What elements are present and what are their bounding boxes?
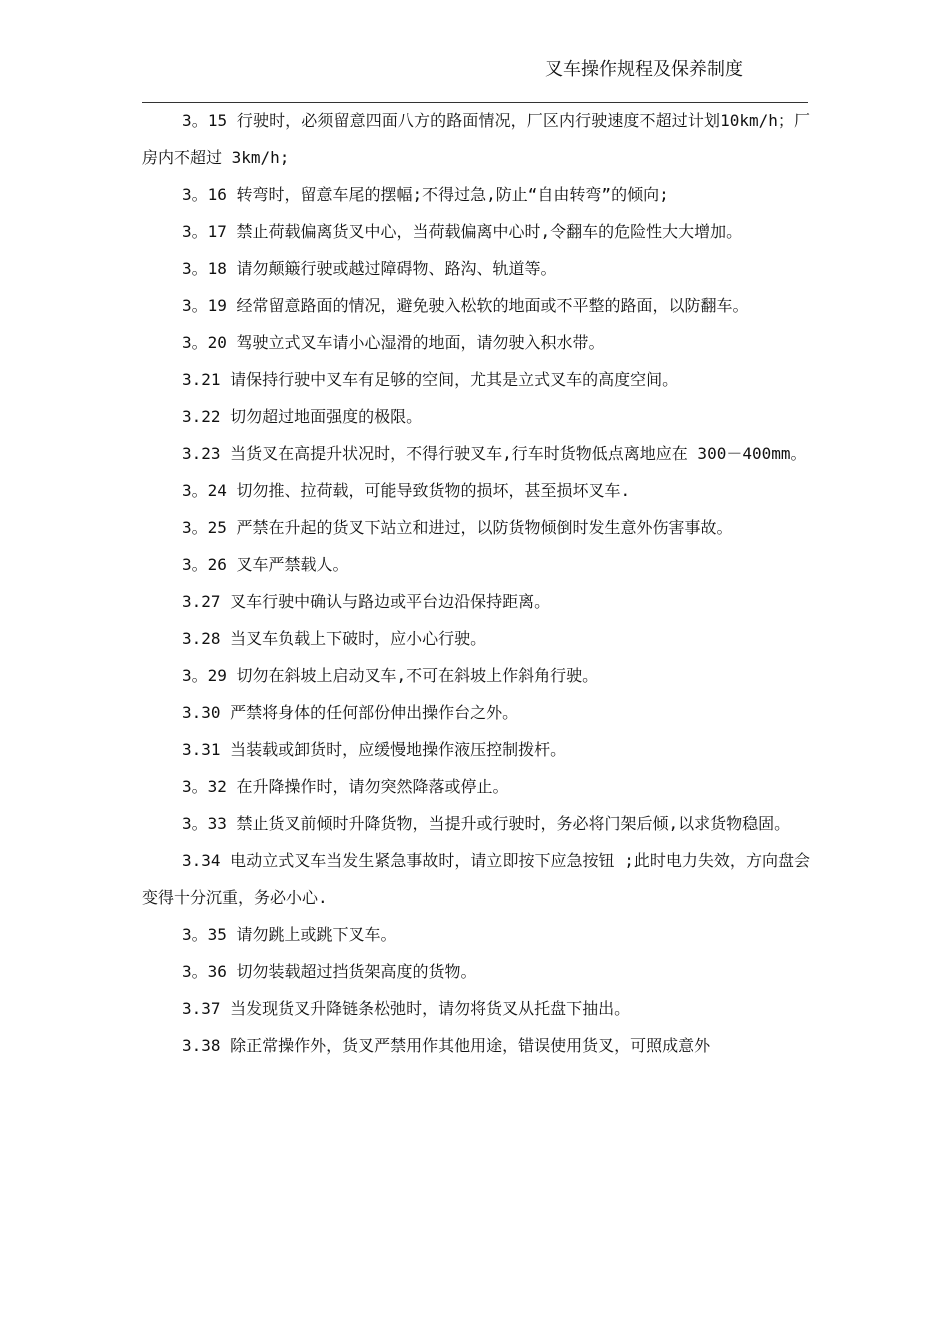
- paragraph: 3。35 请勿跳上或跳下叉车。: [182, 925, 397, 944]
- paragraph: 3。17 禁止荷载偏离货叉中心，当荷载偏离中心时,令翻车的危险性大大增加。: [182, 222, 743, 241]
- paragraph: 3。33 禁止货叉前倾时升降货物，当提升或行驶时，务必将门架后倾,以求货物稳固。: [182, 814, 791, 833]
- paragraph: 3。16 转弯时，留意车尾的摆幅;不得过急,防止“自由转弯”的倾向;: [182, 185, 669, 204]
- paragraph: 3.38 除正常操作外，货叉严禁用作其他用途，错误使用货叉，可照成意外: [182, 1036, 711, 1055]
- paragraph: 3.28 当叉车负载上下破时，应小心行驶。: [182, 629, 487, 648]
- paragraph: 3。36 切勿装载超过挡货架高度的货物。: [182, 962, 477, 981]
- paragraph: 3。19 经常留意路面的情况，避免驶入松软的地面或不平整的路面，以防翻车。: [182, 296, 749, 315]
- document-body: [142, 102, 810, 1064]
- paragraph: 3.23 当货叉在高提升状况时，不得行驶叉车,行车时货物低点离地应在 300－400mm。: [182, 444, 807, 463]
- paragraph: 3。18 请勿颠簸行驶或越过障碍物、路沟、轨道等。: [182, 259, 557, 278]
- paragraph: 3.31 当装载或卸货时，应缓慢地操作液压控制拨杆。: [182, 740, 567, 759]
- paragraph: 3。25 严禁在升起的货叉下站立和进过，以防货物倾倒时发生意外伤害事故。: [182, 518, 733, 537]
- paragraph: 3.34 电动立式叉车当发生紧急事故时，请立即按下应急按钮 ;此时电力失效，方向盘会变得十分沉重，务必小心.: [142, 851, 810, 907]
- paragraph: 3.22 切勿超过地面强度的极限。: [182, 407, 423, 426]
- paragraph: 3。20 驾驶立式叉车请小心湿滑的地面，请勿驶入积水带。: [182, 333, 605, 352]
- paragraph: 3。24 切勿推、拉荷载，可能导致货物的损坏，甚至损坏叉车.: [182, 481, 631, 500]
- paragraph: 3。26 叉车严禁载人。: [182, 555, 349, 574]
- paragraph: 3.27 叉车行驶中确认与路边或平台边沿保持距离。: [182, 592, 551, 611]
- paragraph: 3。29 切勿在斜坡上启动叉车,不可在斜坡上作斜角行驶。: [182, 666, 599, 685]
- paragraph: 3.21 请保持行驶中叉车有足够的空间，尤其是立式叉车的高度空间。: [182, 370, 679, 389]
- page-header-title: 叉车操作规程及保养制度: [545, 59, 743, 80]
- paragraph: 3。15 行驶时，必须留意四面八方的路面情况，厂区内行驶速度不超过计划10km/h；厂房内不超过 3km/h;: [142, 111, 810, 167]
- paragraph: 3.30 严禁将身体的任何部份伸出操作台之外。: [182, 703, 519, 722]
- paragraph: 3。32 在升降操作时，请勿突然降落或停止。: [182, 777, 509, 796]
- paragraph: 3.37 当发现货叉升降链条松弛时，请勿将货叉从托盘下抽出。: [182, 999, 631, 1018]
